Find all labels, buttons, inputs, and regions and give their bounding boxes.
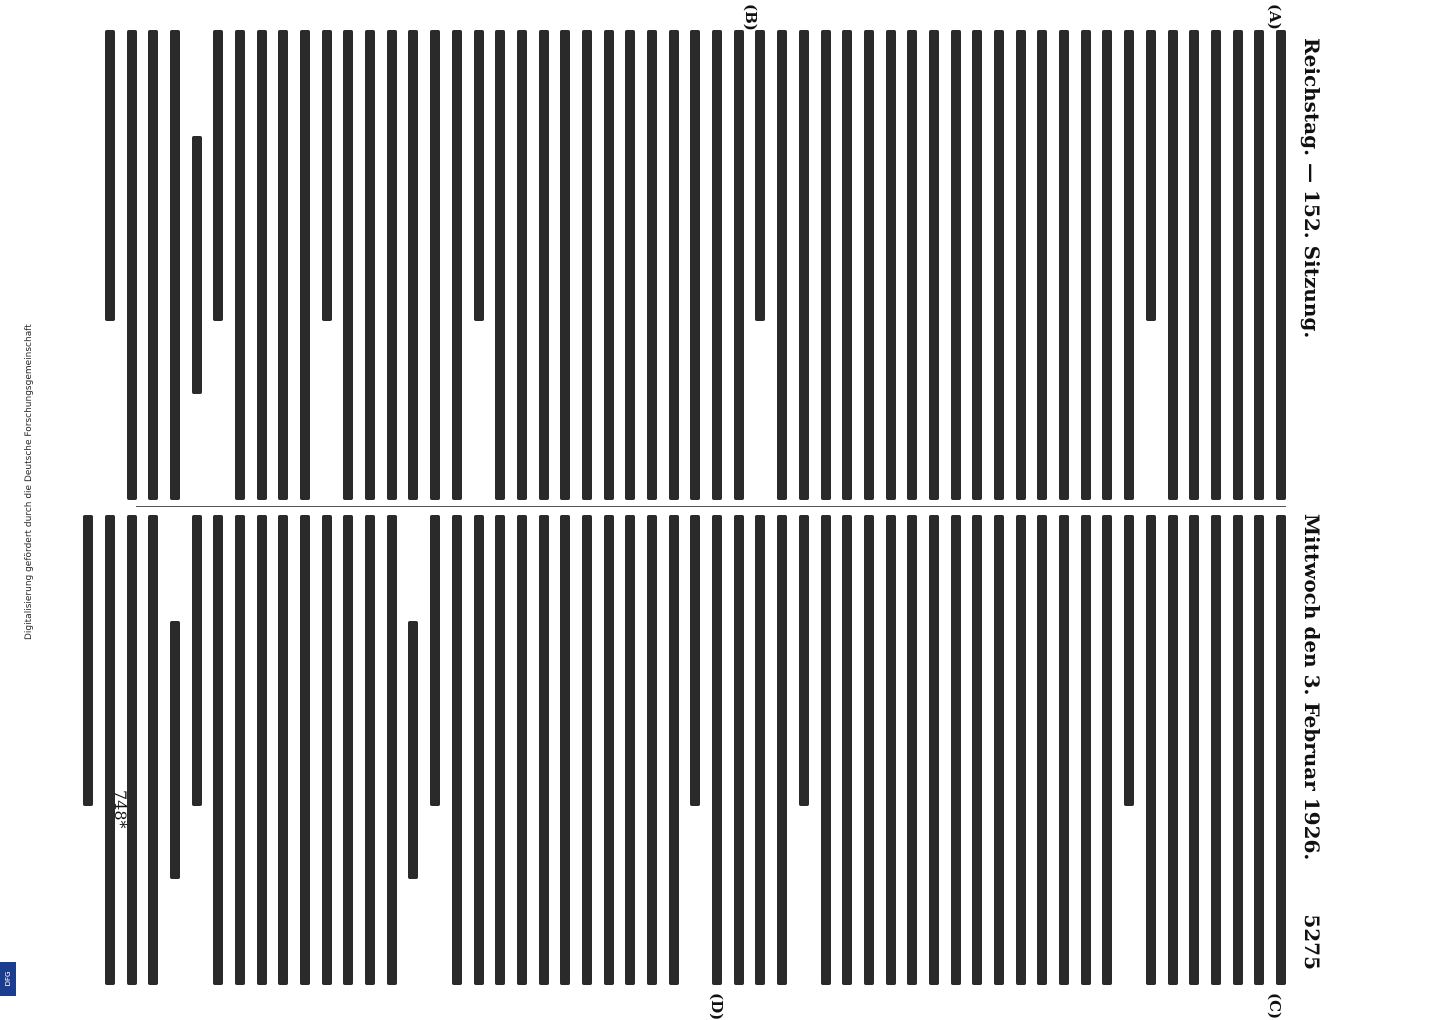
text-line xyxy=(951,30,961,500)
text-line xyxy=(1059,515,1069,985)
text-line xyxy=(1037,30,1047,500)
text-line xyxy=(365,515,375,985)
text-line xyxy=(821,30,831,500)
text-line xyxy=(1016,515,1026,985)
text-line xyxy=(1189,30,1199,500)
text-line xyxy=(235,30,245,500)
text-line xyxy=(1146,30,1156,321)
text-line xyxy=(560,30,570,500)
text-line xyxy=(1254,30,1264,500)
rotated-page-content xyxy=(100,4,1330,1020)
text-line xyxy=(972,515,982,985)
column-text-lines xyxy=(83,515,1286,985)
text-line xyxy=(452,30,462,500)
header-date: Mittwoch den 3. Februar 1926. xyxy=(1300,513,1324,861)
text-line xyxy=(170,30,180,500)
text-line xyxy=(1081,515,1091,985)
text-line xyxy=(712,515,722,985)
header-date-page xyxy=(1300,514,1324,970)
text-line xyxy=(669,515,679,985)
text-line xyxy=(1168,30,1178,500)
text-line xyxy=(799,515,809,806)
text-line xyxy=(539,30,549,500)
text-line xyxy=(409,30,419,500)
text-line xyxy=(625,30,635,500)
text-line xyxy=(756,30,766,321)
text-line xyxy=(777,515,787,985)
text-line xyxy=(821,515,831,985)
text-line xyxy=(387,515,397,985)
text-column-left xyxy=(136,4,1286,500)
margin-marker-b: (B) xyxy=(742,4,760,31)
text-line xyxy=(495,515,505,985)
text-line xyxy=(647,30,657,500)
text-line xyxy=(864,515,874,985)
text-line xyxy=(1211,30,1221,500)
text-line xyxy=(1081,30,1091,500)
text-line xyxy=(1016,30,1026,500)
header-session: Reichstag. — 152. Sitzung. xyxy=(1300,38,1324,339)
text-line xyxy=(300,515,310,985)
text-line xyxy=(300,30,310,500)
text-line xyxy=(907,515,917,985)
text-line xyxy=(474,30,484,321)
text-line xyxy=(127,30,137,500)
text-line xyxy=(278,30,288,500)
text-line xyxy=(322,30,332,321)
text-line xyxy=(495,30,505,500)
text-line xyxy=(972,30,982,500)
text-line xyxy=(517,30,527,500)
text-line xyxy=(1233,515,1243,985)
text-line xyxy=(864,30,874,500)
text-line xyxy=(278,515,288,985)
text-line xyxy=(604,515,614,985)
text-line xyxy=(1254,515,1264,985)
digitization-credit: Digitalisierung gefördert durch die Deutsche Forschungsgemeinschaft xyxy=(24,324,34,640)
text-column-right xyxy=(136,515,1286,1020)
text-line xyxy=(127,515,137,985)
page-signature: 748* xyxy=(111,790,130,829)
text-line xyxy=(539,515,549,985)
page-header xyxy=(1290,30,1330,980)
text-line xyxy=(690,515,700,806)
text-line xyxy=(647,515,657,985)
text-line xyxy=(148,515,158,985)
text-line xyxy=(1168,515,1178,985)
margin-marker-c: (C) xyxy=(1266,993,1284,1020)
text-line xyxy=(582,515,592,985)
text-line xyxy=(105,30,115,321)
text-line xyxy=(365,30,375,500)
text-line xyxy=(170,621,180,880)
text-line xyxy=(192,515,202,806)
text-line xyxy=(842,30,852,500)
text-line xyxy=(1146,515,1156,985)
text-line xyxy=(777,30,787,500)
text-line xyxy=(994,515,1004,985)
text-line xyxy=(105,515,115,985)
text-line xyxy=(1037,515,1047,985)
text-line xyxy=(560,515,570,985)
text-line xyxy=(1276,30,1286,500)
text-line xyxy=(994,30,1004,500)
text-line xyxy=(1103,30,1113,500)
text-line xyxy=(148,30,158,500)
text-line xyxy=(1103,515,1113,985)
text-line xyxy=(886,30,896,500)
text-line xyxy=(1211,515,1221,985)
text-line xyxy=(213,30,223,321)
text-line xyxy=(734,515,744,985)
text-line xyxy=(604,30,614,500)
margin-marker-a: (A) xyxy=(1266,4,1284,30)
text-line xyxy=(842,515,852,985)
text-line xyxy=(474,515,484,985)
text-line xyxy=(625,515,635,985)
text-line xyxy=(83,515,93,806)
text-line xyxy=(409,621,419,880)
column-divider xyxy=(136,506,1286,507)
text-line xyxy=(1124,515,1134,806)
page-number: 5275 xyxy=(1300,914,1324,970)
text-line xyxy=(712,30,722,500)
text-line xyxy=(517,515,527,985)
text-line xyxy=(192,136,202,395)
text-line xyxy=(886,515,896,985)
text-line xyxy=(734,30,744,500)
text-line xyxy=(690,30,700,500)
text-line xyxy=(1189,515,1199,985)
text-line xyxy=(343,30,353,500)
text-line xyxy=(257,515,267,985)
text-line xyxy=(1059,30,1069,500)
text-line xyxy=(387,30,397,500)
text-line xyxy=(907,30,917,500)
text-line xyxy=(1233,30,1243,500)
column-text-lines xyxy=(105,30,1286,500)
text-line xyxy=(1276,515,1286,985)
text-line xyxy=(452,515,462,985)
text-line xyxy=(1124,30,1134,500)
text-line xyxy=(951,515,961,985)
text-line xyxy=(430,515,440,806)
text-line xyxy=(929,30,939,500)
text-line xyxy=(582,30,592,500)
text-line xyxy=(213,515,223,985)
margin-marker-d: (D) xyxy=(708,993,726,1020)
text-line xyxy=(343,515,353,985)
text-line xyxy=(929,515,939,985)
text-line xyxy=(756,515,766,985)
text-line xyxy=(257,30,267,500)
text-line xyxy=(322,515,332,985)
text-line xyxy=(235,515,245,985)
text-line xyxy=(669,30,679,500)
dfg-logo: DFG xyxy=(0,962,16,996)
text-line xyxy=(430,30,440,500)
text-line xyxy=(799,30,809,500)
